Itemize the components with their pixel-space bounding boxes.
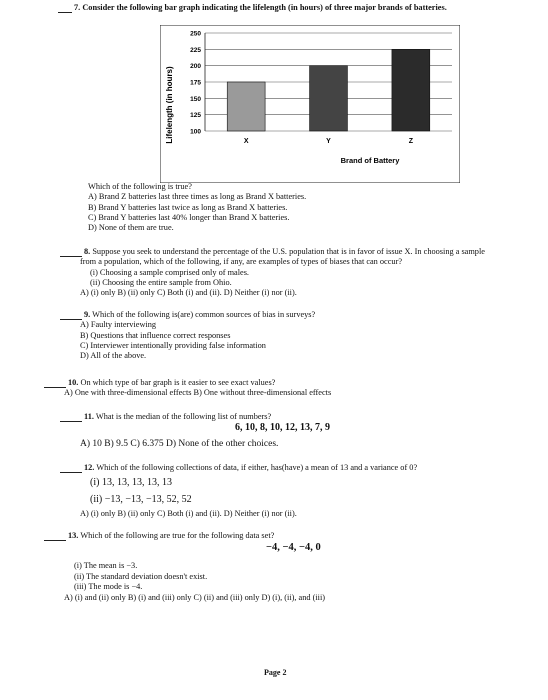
y-axis-label: Lifelength (in hours) [165,66,174,144]
q8-item-ii: (ii) Choosing the entire sample from Ohio. [90,278,232,288]
q8-prompt-line1: Suppose you seek to understand the percentage of the U.S. population that is in favor of issue X. In choosing a sample [92,247,485,256]
y-tick-label: 200 [190,63,201,71]
q9-option-d[interactable]: D) All of the above. [80,351,147,361]
q9-number: 9. [84,310,91,319]
q7-prompt: Consider the following bar graph indicating the lifelength (in hours) of three major brands of batteries. [82,3,447,12]
q10-prompt: On which type of bar graph is it easier to see exact values? [80,378,276,387]
q10-number: 10. [68,378,79,387]
battery-bar-chart [160,25,460,183]
y-tick-label: 125 [190,112,201,120]
bar-z [392,49,430,131]
x-tick-label: Y [326,138,331,145]
q13-item-i: (i) The mean is −3. [74,561,138,571]
q7-option-c[interactable]: C) Brand Y batteries last 40% longer than Brand X batteries. [88,213,290,223]
answer-blank[interactable] [60,412,82,422]
q13-data: −4, −4, −4, 0 [266,542,321,554]
page-number: Page 2 [264,668,287,677]
answer-blank[interactable] [60,247,82,257]
q9-option-a[interactable]: A) Faulty interviewing [80,320,157,330]
answer-blank[interactable] [58,3,72,13]
q11-prompt: What is the median of the following list of numbers? [95,412,272,421]
q12-item-ii: (ii) −13, −13, −13, 52, 52 [90,493,192,505]
q7-header [58,3,447,13]
x-tick-label: Z [408,138,413,145]
q7-option-b[interactable]: B) Brand Y batteries last twice as long as Brand X batteries. [88,202,288,212]
q9 [60,310,315,362]
q12-item-i: (i) 13, 13, 13, 13, 13 [90,477,172,489]
q13-answers[interactable]: A) (i) and (ii) only B) (i) and (iii) only C) (ii) and (iii) only D) (i), (ii), and (iii) [64,592,326,602]
q9-prompt: Which of the following is(are) common sources of bias in surveys? [92,310,316,319]
q13-item-ii: (ii) The standard deviation doesn't exist. [74,571,208,581]
q8-item-i: (i) Choosing a sample comprised only of males. [90,267,249,277]
q7-body [88,182,306,234]
x-tick-label: X [243,138,249,145]
bar-y [310,66,348,131]
q12-prompt: Which of the following collections of data, if either, has(have) a mean of 13 and a variance of 0? [96,463,418,472]
q12 [60,463,417,520]
y-tick-label: 225 [190,46,201,54]
y-tick-label: 175 [190,79,201,87]
answer-blank[interactable] [44,378,66,388]
answer-blank[interactable] [60,463,82,473]
q7-option-a[interactable]: A) Brand Z batteries last three times as long as Brand X batteries. [88,192,307,202]
x-axis-label: Brand of Battery [340,156,400,165]
q11-list: 6, 10, 8, 10, 12, 13, 7, 9 [235,422,330,434]
q9-option-c[interactable]: C) Interviewer intentionally providing false information [80,341,266,351]
q11-number: 11. [84,412,94,421]
q11 [60,412,500,451]
q8-answers[interactable]: A) (i) only B) (ii) only C) Both (i) and (ii). D) Neither (i) nor (ii). [80,288,297,298]
q8-prompt-line2: from a population, which of the following, if any, are examples of types of biases that can occur? [80,257,403,267]
y-tick-label: 150 [190,95,201,103]
y-tick-label: 100 [190,128,201,136]
q7-option-d[interactable]: D) None of them are true. [88,223,174,233]
q12-answers[interactable]: A) (i) only B) (ii) only C) Both (i) and (ii). D) Neither (i) nor (ii). [80,509,297,519]
q8-number: 8. [84,247,91,256]
q12-number: 12. [84,463,95,472]
q13-prompt: Which of the following are true for the following data set? [80,531,275,540]
y-tick-label: 250 [190,30,201,38]
q7-number: 7. [74,3,81,12]
q13 [44,531,514,603]
q10 [44,378,331,399]
q13-number: 13. [68,531,79,540]
answer-blank[interactable] [60,310,82,320]
bar-x [227,82,265,131]
q13-item-iii: (iii) The mode is −4. [74,582,143,592]
answer-blank[interactable] [44,531,66,541]
q7-question: Which of the following is true? [88,182,192,191]
q9-option-b[interactable]: B) Questions that influence correct responses [80,330,231,340]
q8 [60,247,535,299]
q10-answers[interactable]: A) One with three-dimensional effects B) One without three-dimensional effects [64,388,332,398]
q11-answers[interactable]: A) 10 B) 9.5 C) 6.375 D) None of the other choices. [80,438,279,449]
